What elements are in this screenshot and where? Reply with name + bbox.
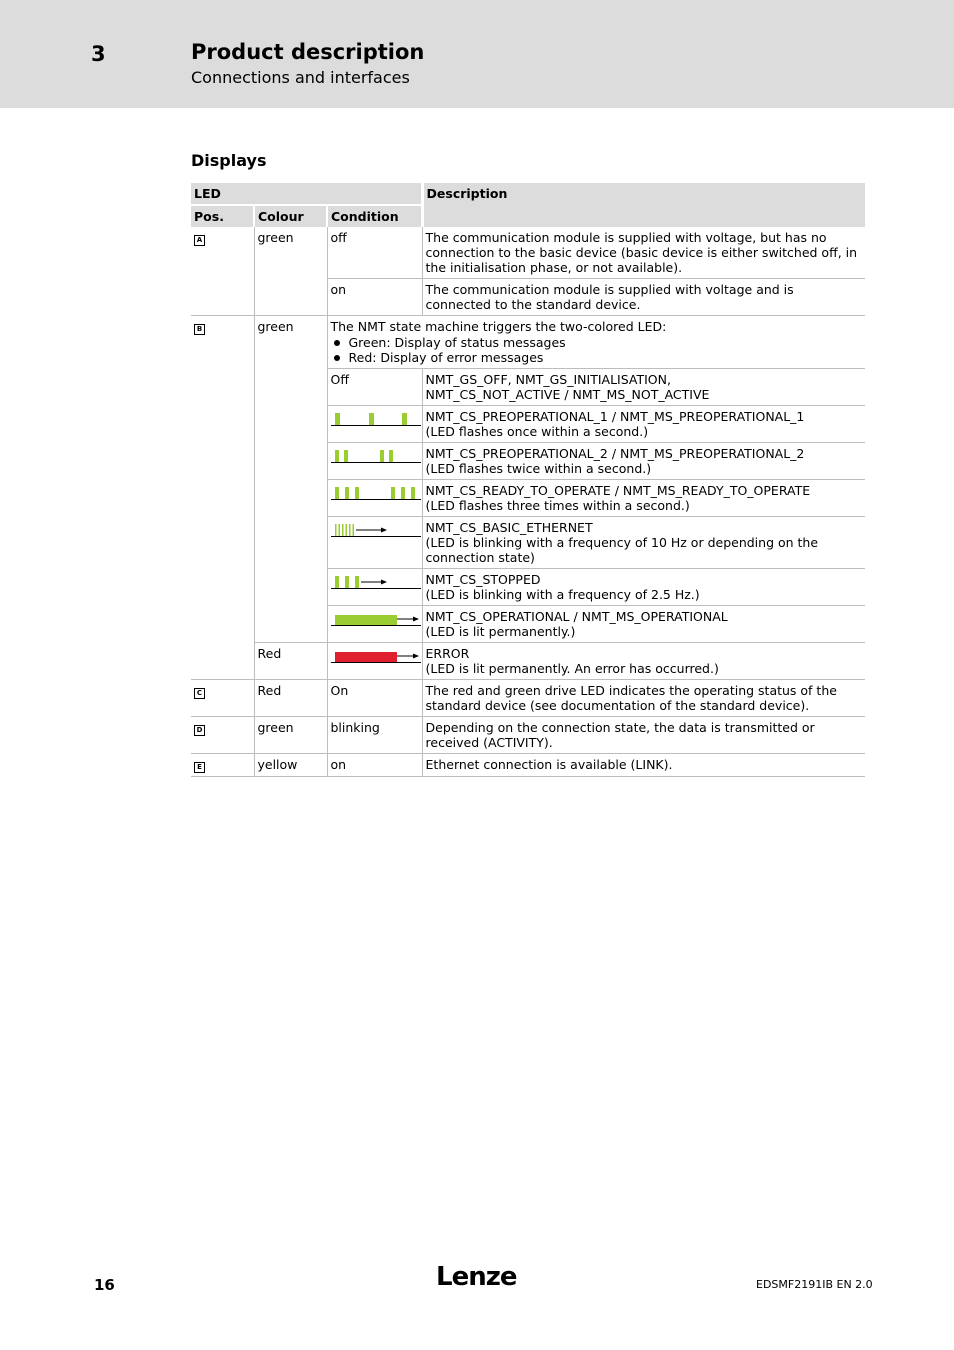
condition-cell: on [327,754,422,777]
description-cell: The communication module is supplied with voltage, but has no connection to the basic device (basic device is either switched off, in the initialisation phase, or not available). [422,227,865,279]
nmt-intro-text: The NMT state machine triggers the two-colored LED: [330,319,667,334]
colour-cell: green [254,227,327,316]
table-header-row [191,183,865,205]
led-group-header: LED [191,183,422,205]
nmt-bullet-list [331,335,863,365]
table-row [191,316,865,369]
pos-marker-c: C [194,688,205,699]
description-cell: NMT_CS_BASIC_ETHERNET (LED is blinking with a frequency of 10 Hz or depending on the connection state) [422,517,865,569]
description-cell: Ethernet connection is available (LINK). [422,754,865,777]
condition-cell: off [327,227,422,279]
colour-cell: yellow [254,754,327,777]
pos-marker-b: B [194,324,205,335]
colour-cell: green [254,717,327,754]
table-row [191,717,865,754]
description-cell: NMT_CS_READY_TO_OPERATE / NMT_MS_READY_TO_OPERATE (LED flashes three times within a second.) [422,480,865,517]
nmt-intro-cell [327,316,865,369]
signal-blink-10hz-icon [331,520,421,540]
colour-header: Colour [254,205,327,227]
chapter-subtitle: Connections and interfaces [191,68,410,87]
description-header: Description [422,183,865,227]
pos-marker-a: A [194,235,205,246]
description-cell: NMT_CS_PREOPERATIONAL_2 / NMT_MS_PREOPERATIONAL_2 (LED flashes twice within a second.) [422,443,865,480]
condition-cell: on [327,279,422,316]
table-row [191,680,865,717]
signal-blink-2-5hz-icon [331,572,421,592]
lenze-logo: Lenze [436,1262,517,1292]
condition-cell: Off [327,369,422,406]
chapter-number: 3 [91,42,106,66]
description-cell: NMT_CS_STOPPED (LED is blinking with a frequency of 2.5 Hz.) [422,569,865,606]
list-item: Green: Display of status messages [331,335,863,350]
colour-cell: Red [254,680,327,717]
description-cell: The red and green drive LED indicates the operating status of the standard device (see documentation of the standard device). [422,680,865,717]
table-row [191,754,865,777]
colour-cell: green [254,316,327,643]
condition-header: Condition [327,205,422,227]
signal-flash-three-times-icon [331,483,421,503]
chapter-title: Product description [191,40,425,64]
colour-cell: Red [254,643,327,680]
description-cell: The communication module is supplied with voltage and is connected to the standard device. [422,279,865,316]
list-item: Red: Display of error messages [331,350,863,365]
condition-cell: blinking [327,717,422,754]
table-row [191,227,865,279]
description-cell: NMT_CS_OPERATIONAL / NMT_MS_OPERATIONAL (LED is lit permanently.) [422,606,865,643]
pos-header: Pos. [191,205,254,227]
description-cell: NMT_GS_OFF, NMT_GS_INITIALISATION, NMT_CS_NOT_ACTIVE / NMT_MS_NOT_ACTIVE [422,369,865,406]
signal-flash-once-icon [331,409,421,429]
table-row [191,643,865,680]
condition-cell: On [327,680,422,717]
signal-flash-twice-icon [331,446,421,466]
page-header [0,0,954,108]
signal-lit-red-icon [331,646,421,666]
pos-marker-e: E [194,762,205,773]
description-cell: NMT_CS_PREOPERATIONAL_1 / NMT_MS_PREOPERATIONAL_1 (LED flashes once within a second.) [422,406,865,443]
description-cell: Depending on the connection state, the data is transmitted or received (ACTIVITY). [422,717,865,754]
pos-marker-d: D [194,725,205,736]
document-id: EDSMF2191IB EN 2.0 [756,1278,873,1291]
signal-lit-green-icon [331,609,421,629]
section-title: Displays [191,151,267,170]
page-number: 16 [94,1276,115,1294]
description-cell: ERROR (LED is lit permanently. An error has occurred.) [422,643,865,680]
led-display-table [191,183,865,777]
